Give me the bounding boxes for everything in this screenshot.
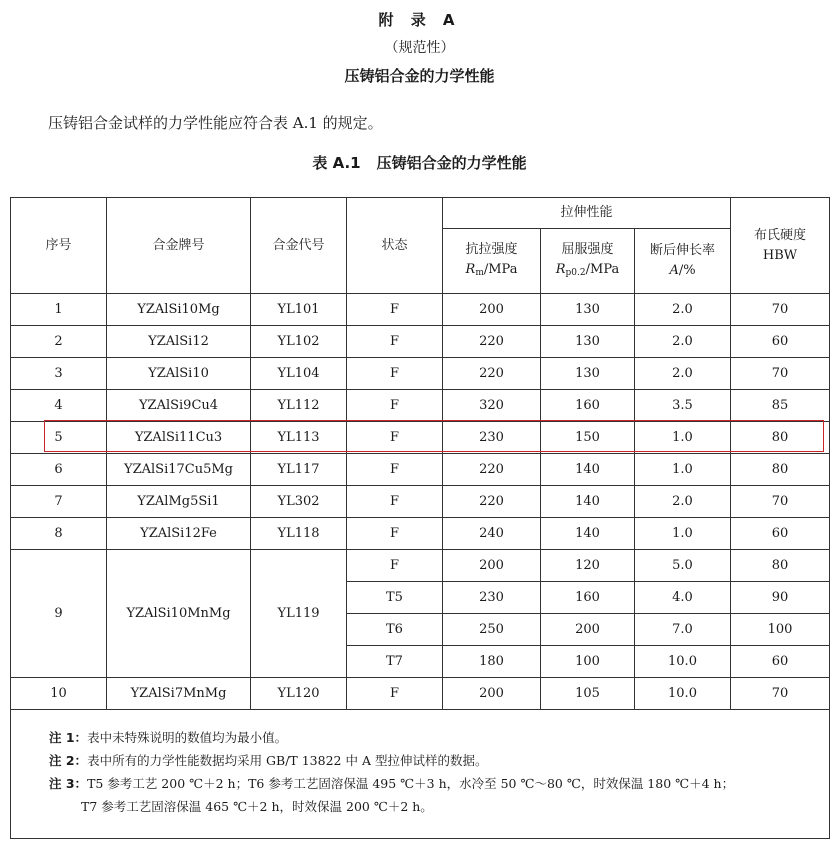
rp-unit: /MPa: [585, 261, 620, 277]
cell-code: YL118: [251, 518, 347, 550]
header-hardness-unit: HBW: [762, 247, 798, 263]
table-row: [11, 550, 830, 582]
appendix-title: 压铸铝合金的力学性能: [344, 67, 495, 85]
cell-state: F: [347, 422, 443, 454]
cell-grade: YZAlSi11Cu3: [107, 422, 251, 454]
table-row: [11, 326, 830, 358]
cell-tensile-strength: 220: [443, 454, 541, 486]
table-row: [11, 518, 830, 550]
cell-yield-strength: 160: [541, 390, 635, 422]
cell-seq: 6: [11, 454, 107, 486]
note-text: 表中所有的力学性能数据均采用 GB/T 13822 中 A 型拉伸试样的数据。: [87, 753, 488, 768]
cell-code: YL117: [251, 454, 347, 486]
cell-code: YL302: [251, 486, 347, 518]
cell-code: YL120: [251, 678, 347, 710]
cell-state: F: [347, 486, 443, 518]
cell-grade: YZAlMg5Si1: [107, 486, 251, 518]
table-caption-text: 压铸铝合金的力学性能: [376, 154, 527, 172]
cell-hardness: 80: [731, 550, 830, 582]
cell-tensile-strength: 220: [443, 358, 541, 390]
cell-seq: 8: [11, 518, 107, 550]
rm-unit: /MPa: [483, 261, 518, 277]
cell-grade: YZAlSi12Fe: [107, 518, 251, 550]
cell-grade: YZAlSi10MnMg: [107, 550, 251, 678]
cell-hardness: 85: [731, 390, 830, 422]
cell-yield-strength: 160: [541, 582, 635, 614]
cell-yield-strength: 150: [541, 422, 635, 454]
header-code: 合金代号: [251, 198, 347, 294]
cell-yield-strength: 100: [541, 646, 635, 678]
cell-seq: 2: [11, 326, 107, 358]
header-elongation-label: 断后伸长率: [649, 243, 715, 258]
cell-yield-strength: 200: [541, 614, 635, 646]
cell-elongation: 10.0: [635, 678, 731, 710]
cell-code: YL119: [251, 550, 347, 678]
cell-grade: YZAlSi10Mg: [107, 294, 251, 326]
note-label: 注 3：: [49, 776, 88, 791]
table-row: [11, 390, 830, 422]
cell-code: YL102: [251, 326, 347, 358]
cell-tensile-strength: 250: [443, 614, 541, 646]
cell-grade: YZAlSi10: [107, 358, 251, 390]
cell-elongation: 5.0: [635, 550, 731, 582]
cell-state: F: [347, 454, 443, 486]
cell-elongation: 2.0: [635, 358, 731, 390]
cell-state: T5: [347, 582, 443, 614]
cell-tensile-strength: 320: [443, 390, 541, 422]
note-text: T5 参考工艺 200 ℃＋2 h；T6 参考工艺固溶保温 495 ℃＋3 h，水冷至 50 ℃～80 ℃，时效保温 180 ℃＋4 h；: [87, 776, 735, 791]
table-row: [11, 486, 830, 518]
a-unit: /%: [678, 263, 696, 278]
table-number: 表 A.1: [312, 154, 361, 172]
cell-yield-strength: 140: [541, 518, 635, 550]
rp-subscript: p0.2: [565, 267, 586, 278]
note-label: 注 2：: [49, 753, 88, 768]
cell-seq: 7: [11, 486, 107, 518]
cell-elongation: 1.0: [635, 422, 731, 454]
mechanical-properties-table: [10, 197, 830, 839]
cell-tensile-strength: 230: [443, 422, 541, 454]
cell-yield-strength: 105: [541, 678, 635, 710]
normative-label: （规范性）: [384, 40, 455, 56]
cell-tensile-strength: 220: [443, 486, 541, 518]
cell-seq: 5: [11, 422, 107, 454]
appendix-heading: 附 录 A: [378, 11, 461, 29]
cell-grade: YZAlSi9Cu4: [107, 390, 251, 422]
cell-tensile-strength: 200: [443, 550, 541, 582]
cell-elongation: 2.0: [635, 294, 731, 326]
cell-state: F: [347, 358, 443, 390]
header-hardness: [731, 198, 830, 294]
cell-hardness: 60: [731, 518, 830, 550]
cell-elongation: 2.0: [635, 326, 731, 358]
cell-state: F: [347, 550, 443, 582]
cell-hardness: 70: [731, 294, 830, 326]
cell-elongation: 1.0: [635, 518, 731, 550]
cell-seq: 10: [11, 678, 107, 710]
cell-state: F: [347, 390, 443, 422]
note-3: [49, 772, 819, 795]
cell-yield-strength: 130: [541, 326, 635, 358]
cell-yield-strength: 120: [541, 550, 635, 582]
cell-yield-strength: 130: [541, 294, 635, 326]
cell-elongation: 7.0: [635, 614, 731, 646]
cell-hardness: 90: [731, 582, 830, 614]
cell-seq: 9: [11, 550, 107, 678]
cell-code: YL104: [251, 358, 347, 390]
a-symbol: A: [669, 263, 679, 278]
cell-hardness: 100: [731, 614, 830, 646]
header-seq: 序号: [11, 198, 107, 294]
cell-elongation: 3.5: [635, 390, 731, 422]
cell-elongation: 10.0: [635, 646, 731, 678]
cell-hardness: 80: [731, 454, 830, 486]
cell-hardness: 70: [731, 678, 830, 710]
cell-tensile-strength: 200: [443, 678, 541, 710]
cell-elongation: 4.0: [635, 582, 731, 614]
header-grade: 合金牌号: [107, 198, 251, 294]
cell-hardness: 60: [731, 326, 830, 358]
cell-tensile-strength: 230: [443, 582, 541, 614]
table-row-highlighted: [11, 422, 830, 454]
header-elongation: [635, 229, 731, 294]
cell-tensile-strength: 180: [443, 646, 541, 678]
cell-state: F: [347, 518, 443, 550]
cell-grade: YZAlSi12: [107, 326, 251, 358]
cell-seq: 1: [11, 294, 107, 326]
header-hardness-label: 布氏硬度: [753, 227, 806, 243]
note-label: 注 1：: [49, 730, 88, 745]
note-text: 表中未特殊说明的数值均为最小值。: [87, 730, 288, 745]
header-yield-strength-label: 屈服强度: [561, 241, 614, 257]
cell-code: YL101: [251, 294, 347, 326]
cell-hardness: 60: [731, 646, 830, 678]
header-tensile-strength-unit: [443, 260, 540, 283]
intro-paragraph: 压铸铝合金试样的力学性能应符合表 A.1 的规定。: [48, 114, 383, 132]
header-tensile-strength-label: 抗拉强度: [465, 241, 518, 257]
cell-tensile-strength: 200: [443, 294, 541, 326]
header-yield-strength: [541, 229, 635, 294]
cell-seq: 3: [11, 358, 107, 390]
cell-hardness: 70: [731, 358, 830, 390]
header-tensile-strength: [443, 229, 541, 294]
cell-tensile-strength: 240: [443, 518, 541, 550]
cell-code: YL113: [251, 422, 347, 454]
cell-elongation: 2.0: [635, 486, 731, 518]
header-elongation-unit: [635, 261, 730, 281]
note-3-continuation: T7 参考工艺固溶保温 465 ℃＋2 h，时效保温 200 ℃＋2 h。: [81, 799, 433, 814]
cell-state: F: [347, 294, 443, 326]
table-row: [11, 358, 830, 390]
cell-yield-strength: 140: [541, 454, 635, 486]
table-row: [11, 294, 830, 326]
table-row: [11, 454, 830, 486]
cell-yield-strength: 130: [541, 358, 635, 390]
cell-yield-strength: 140: [541, 486, 635, 518]
cell-state: T7: [347, 646, 443, 678]
cell-code: YL112: [251, 390, 347, 422]
rm-symbol: R: [465, 261, 476, 277]
cell-hardness: 70: [731, 486, 830, 518]
cell-tensile-strength: 220: [443, 326, 541, 358]
header-tensile-group: 拉伸性能: [443, 198, 731, 229]
rm-subscript: m: [475, 267, 484, 278]
cell-hardness: 80: [731, 422, 830, 454]
note-1: [49, 726, 819, 749]
cell-state: F: [347, 678, 443, 710]
rp-symbol: R: [555, 261, 566, 277]
note-2: [49, 749, 819, 772]
cell-grade: YZAlSi17Cu5Mg: [107, 454, 251, 486]
header-state: 状态: [347, 198, 443, 294]
table-notes: [11, 710, 830, 839]
table-caption: [0, 152, 839, 174]
cell-state: T6: [347, 614, 443, 646]
cell-grade: YZAlSi7MnMg: [107, 678, 251, 710]
cell-seq: 4: [11, 390, 107, 422]
header-yield-strength-unit: [541, 260, 634, 283]
table-row: [11, 678, 830, 710]
cell-state: F: [347, 326, 443, 358]
cell-elongation: 1.0: [635, 454, 731, 486]
